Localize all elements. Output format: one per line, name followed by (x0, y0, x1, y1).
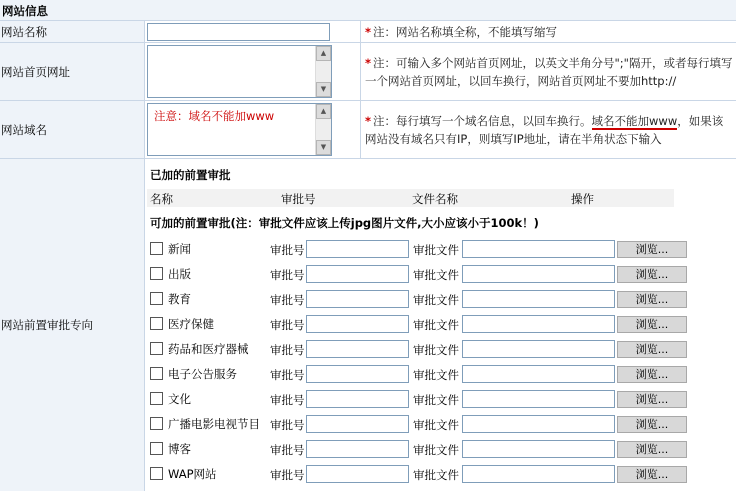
approval-file-label: 审批文件 (413, 443, 459, 457)
approval-number-label: 审批号 (270, 393, 305, 407)
approval-item-name: 出版 (168, 267, 191, 281)
col-name: 名称 (150, 192, 173, 206)
approval-number-input[interactable] (306, 315, 409, 333)
approval-label-text: 网站前置审批专向 (1, 318, 93, 332)
approval-item-row (150, 338, 736, 360)
approval-checkbox[interactable] (150, 242, 163, 255)
approval-item-row (150, 238, 736, 260)
approval-number-label: 审批号 (270, 368, 305, 382)
site-name-label (0, 21, 145, 43)
scroll-down-icon[interactable]: ▼ (316, 82, 331, 97)
approval-item-name: WAP网站 (168, 467, 217, 481)
addable-approvals-title: 可加的前置审批(注：审批文件应该上传jpg图片文件,大小应该小于100k！) (150, 216, 539, 230)
domain-label-text: 网站域名 (1, 122, 47, 137)
approval-item-row (150, 388, 736, 410)
col-filename: 文件名称 (412, 192, 458, 206)
browse-button[interactable]: 浏览... (617, 366, 687, 383)
approval-item-row (150, 313, 736, 335)
approval-item-name: 文化 (168, 392, 191, 406)
required-mark: * (365, 25, 372, 39)
domain-note-prefix: 注：每行填写一个域名信息，以回车换行。 (373, 114, 592, 128)
approval-number-input[interactable] (306, 240, 409, 258)
approval-file-label: 审批文件 (413, 268, 459, 282)
approval-file-input[interactable] (462, 415, 615, 433)
scroll-up-icon[interactable]: ▲ (316, 46, 331, 61)
approval-item-row (150, 463, 736, 485)
approval-file-label: 审批文件 (413, 393, 459, 407)
domain-note (361, 101, 736, 159)
approval-item-name: 电子公告服务 (168, 367, 237, 381)
approval-file-input[interactable] (462, 290, 615, 308)
approval-checkbox[interactable] (150, 367, 163, 380)
approval-item-row (150, 438, 736, 460)
approval-item-name: 医疗保健 (168, 317, 214, 331)
site-name-input[interactable] (147, 23, 330, 41)
domain-scrollbar[interactable] (315, 104, 331, 155)
homepage-label (0, 43, 145, 101)
browse-button[interactable]: 浏览... (617, 391, 687, 408)
approval-checkbox[interactable] (150, 267, 163, 280)
approval-file-input[interactable] (462, 365, 615, 383)
approval-file-label: 审批文件 (413, 418, 459, 432)
approval-file-label: 审批文件 (413, 343, 459, 357)
domain-textarea-value: 注意：域名不能加www (154, 109, 275, 123)
homepage-textarea[interactable] (147, 45, 332, 98)
approval-item-name: 广播电影电视节目 (168, 417, 260, 431)
approval-checkbox[interactable] (150, 392, 163, 405)
homepage-note-text: 注：可输入多个网站首页网址，以英文半角分号";"隔开，或者每行填写一个网站首页网址，以回车换行，网站首页网址不要加http:// (365, 56, 733, 88)
browse-button[interactable]: 浏览... (617, 316, 687, 333)
approval-item-row (150, 263, 736, 285)
approval-number-input[interactable] (306, 390, 409, 408)
approval-number-label: 审批号 (270, 343, 305, 357)
required-mark: * (365, 114, 372, 128)
approval-checkbox[interactable] (150, 442, 163, 455)
required-mark: * (365, 56, 372, 70)
approval-file-input[interactable] (462, 340, 615, 358)
added-approvals-header (147, 189, 674, 207)
site-name-label-text: 网站名称 (1, 24, 47, 39)
browse-button[interactable]: 浏览... (617, 291, 687, 308)
homepage-textarea-value (148, 46, 331, 54)
approval-checkbox[interactable] (150, 467, 163, 480)
browse-button[interactable]: 浏览... (617, 466, 687, 483)
approval-number-input[interactable] (306, 365, 409, 383)
browse-button[interactable]: 浏览... (617, 441, 687, 458)
domain-label (0, 101, 145, 159)
approval-number-input[interactable] (306, 440, 409, 458)
domain-note-suffix: ，如果该网站没有域名只有IP，则填写IP地址，请在半角状态下输入 (365, 114, 724, 146)
section-title: 网站信息 (0, 0, 736, 21)
approval-file-label: 审批文件 (413, 318, 459, 332)
scroll-down-icon[interactable]: ▼ (316, 140, 331, 155)
approval-item-name: 博客 (168, 442, 191, 456)
approval-number-label: 审批号 (270, 443, 305, 457)
approval-file-input[interactable] (462, 265, 615, 283)
approval-checkbox[interactable] (150, 317, 163, 330)
approval-file-input[interactable] (462, 390, 615, 408)
approval-number-input[interactable] (306, 340, 409, 358)
domain-note-emphasis: 域名不能加www (591, 114, 678, 128)
approval-item-name: 药品和医疗器械 (168, 342, 249, 356)
homepage-cell (145, 43, 361, 101)
homepage-scrollbar[interactable] (315, 46, 331, 97)
browse-button[interactable]: 浏览... (617, 266, 687, 283)
approval-checkbox[interactable] (150, 417, 163, 430)
site-name-note-text: 注：网站名称填全称，不能填写缩写 (373, 25, 558, 39)
homepage-note (361, 43, 736, 101)
approval-file-input[interactable] (462, 440, 615, 458)
approval-number-input[interactable] (306, 415, 409, 433)
approval-number-label: 审批号 (270, 243, 305, 257)
col-action: 操作 (571, 192, 594, 206)
approval-file-label: 审批文件 (413, 468, 459, 482)
approval-item-row (150, 363, 736, 385)
approval-file-input[interactable] (462, 315, 615, 333)
col-number: 审批号 (281, 192, 316, 206)
added-approvals-title: 已加的前置审批 (150, 168, 231, 182)
scroll-up-icon[interactable]: ▲ (316, 104, 331, 119)
approval-number-label: 审批号 (270, 268, 305, 282)
approval-number-input[interactable] (306, 265, 409, 283)
site-name-note (361, 21, 736, 43)
approval-file-label: 审批文件 (413, 293, 459, 307)
approval-label (0, 159, 145, 491)
browse-button[interactable]: 浏览... (617, 241, 687, 258)
approval-item-row (150, 288, 736, 310)
approval-checkbox[interactable] (150, 342, 163, 355)
approval-file-input[interactable] (462, 240, 615, 258)
approval-number-label: 审批号 (270, 318, 305, 332)
approval-item-name: 新闻 (168, 242, 191, 256)
homepage-label-text: 网站首页网址 (1, 64, 70, 79)
domain-cell (145, 101, 361, 159)
approval-file-label: 审批文件 (413, 368, 459, 382)
approval-number-input[interactable] (306, 465, 409, 483)
approval-checkbox[interactable] (150, 292, 163, 305)
approval-number-label: 审批号 (270, 418, 305, 432)
browse-button[interactable]: 浏览... (617, 341, 687, 358)
domain-textarea[interactable] (147, 103, 332, 156)
browse-button[interactable]: 浏览... (617, 416, 687, 433)
approval-number-label: 审批号 (270, 293, 305, 307)
approval-number-label: 审批号 (270, 468, 305, 482)
approval-number-input[interactable] (306, 290, 409, 308)
approval-file-label: 审批文件 (413, 243, 459, 257)
approval-file-input[interactable] (462, 465, 615, 483)
approval-item-row (150, 413, 736, 435)
approval-item-name: 教育 (168, 292, 191, 306)
site-name-cell (145, 21, 361, 43)
